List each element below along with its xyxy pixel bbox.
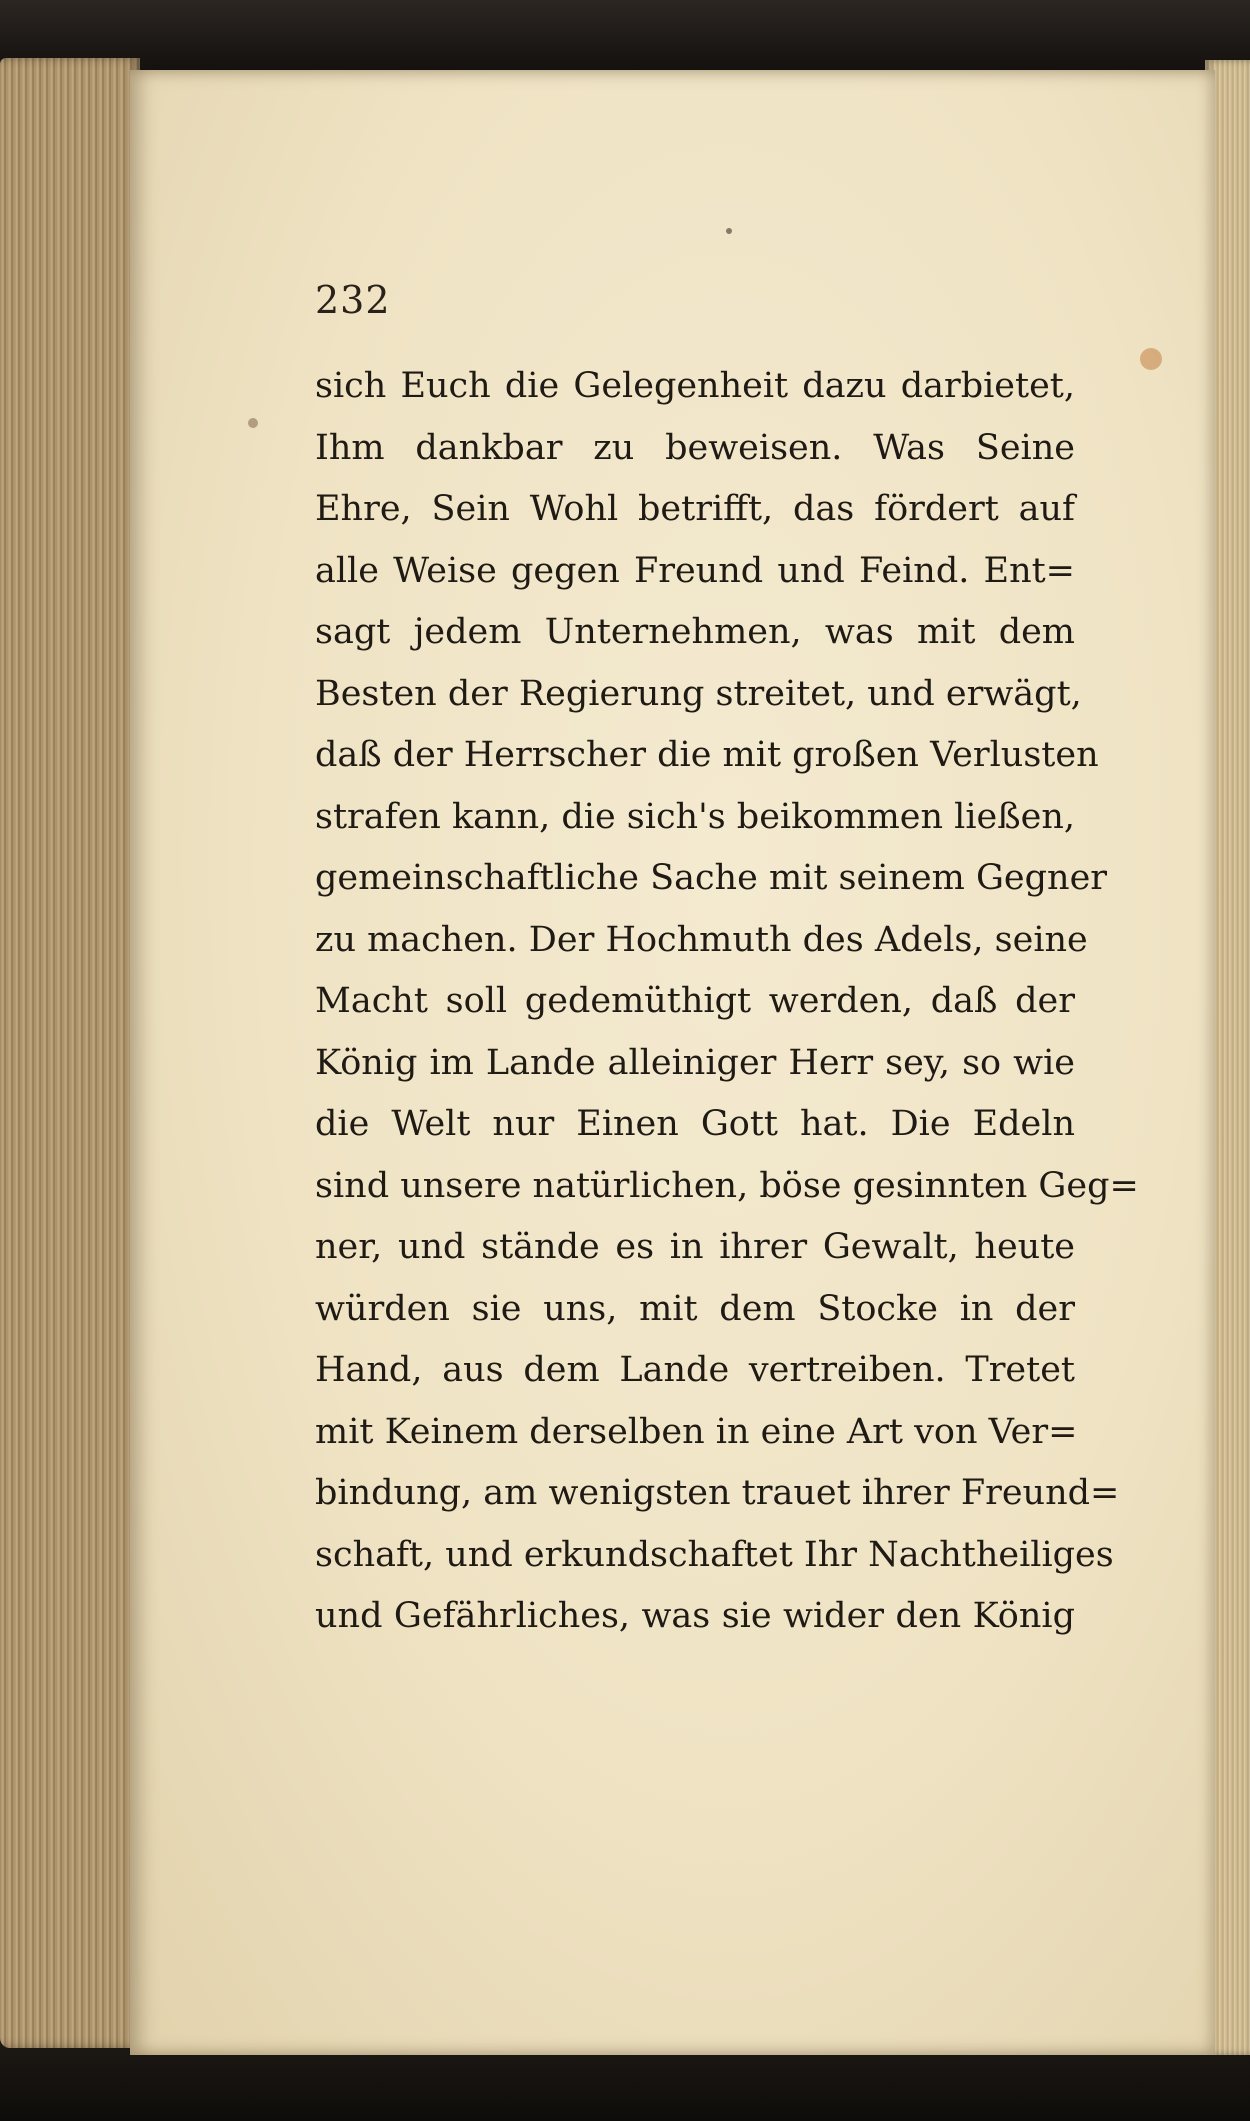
page-number: 232 (315, 278, 391, 322)
text-line: Macht soll gedemüthigt werden, daß der (315, 981, 1075, 1021)
book-page-edges (0, 58, 140, 2048)
text-line: und Gefährliches, was sie wider den König (315, 1596, 1075, 1636)
text-line: sind unsere natürlichen, böse gesinnten Geg= (315, 1165, 1139, 1206)
scanner-background-top (0, 0, 1250, 70)
text-line: würden sie uns, mit dem Stocke in der (315, 1288, 1075, 1329)
text-line: Hand, aus dem Lande vertreiben. Tretet (315, 1350, 1075, 1390)
foxing-spot (248, 418, 258, 428)
text-line: Ihm dankbar zu beweisen. Was Seine (315, 427, 1075, 468)
text-line: Besten der Regierung streitet, und erwägt, (315, 673, 1082, 714)
foxing-spot (1140, 348, 1162, 370)
page-text (315, 356, 1139, 1648)
text-line: die Welt nur Einen Gott hat. Die Edeln (315, 1104, 1075, 1144)
page-edge-mark (39, 244, 74, 283)
text-line: zu machen. Der Hochmuth des Adels, seine (315, 919, 1088, 960)
text-line: König im Lande alleiniger Herr sey, so wie (315, 1042, 1075, 1083)
text-line: strafen kann, die sich's beikommen ließen, (315, 796, 1076, 837)
text-line: schaft, und erkundschaftet Ihr Nachtheiliges (315, 1534, 1114, 1575)
text-line: sagt jedem Unternehmen, was mit dem (315, 612, 1075, 652)
text-line: ner, und stände es in ihrer Gewalt, heute (315, 1227, 1075, 1267)
text-line: Ehre, Sein Wohl betrifft, das fördert auf (315, 489, 1075, 529)
scanner-background-bottom (0, 2055, 1250, 2121)
text-line: alle Weise gegen Freund und Feind. Ent= (315, 550, 1075, 591)
foxing-spot (726, 228, 732, 234)
text-line: bindung, am wenigsten trauet ihrer Freund= (315, 1473, 1120, 1513)
text-line: mit Keinem derselben in eine Art von Ver= (315, 1411, 1078, 1452)
text-line: daß der Herrscher die mit großen Verlusten (315, 735, 1099, 775)
text-line: sich Euch die Gelegenheit dazu darbietet, (315, 366, 1075, 406)
text-line: gemeinschaftliche Sache mit seinem Gegner (315, 858, 1108, 898)
